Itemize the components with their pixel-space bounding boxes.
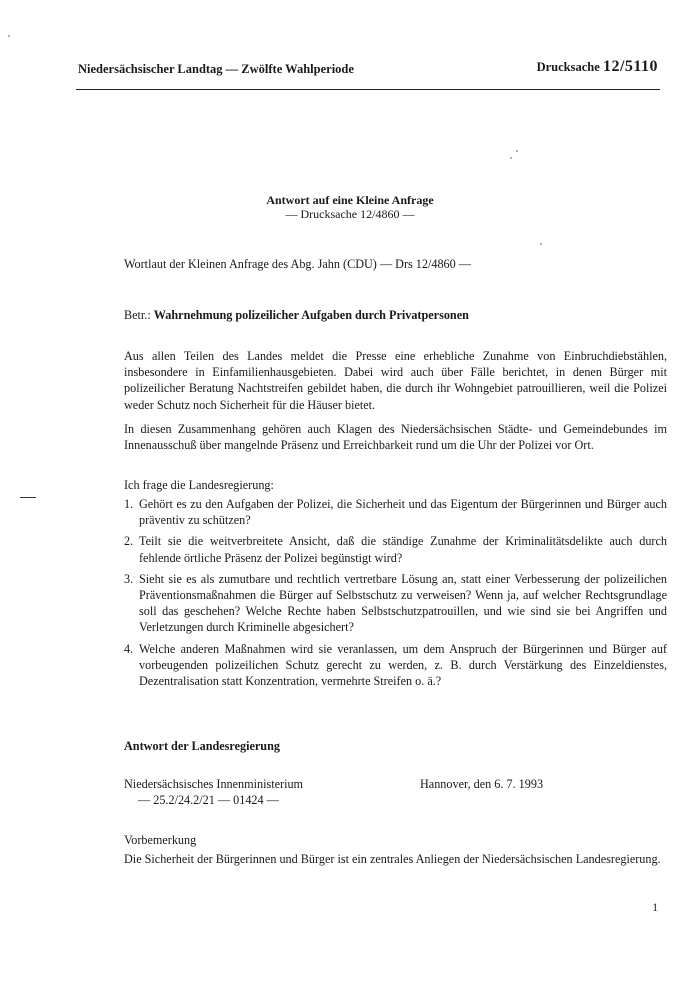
subject-line — [124, 307, 667, 323]
closing-paragraph: Die Sicherheit der Bürgerinnen und Bürger ist ein zentrales Anliegen der Niedersächsischen Landesregierung. — [124, 852, 661, 866]
question-item — [124, 571, 667, 636]
question-item — [124, 496, 667, 528]
header-drucksache — [537, 58, 658, 76]
answer-heading: Antwort der Landesregierung — [124, 739, 280, 753]
subject-text: Wahrnehmung polizeilicher Aufgaben durch Privatpersonen — [153, 308, 469, 322]
scan-speck — [516, 150, 518, 152]
drucksache-number: 12/5110 — [602, 58, 658, 75]
question-number: 3. — [124, 571, 134, 586]
question-number: 1. — [124, 497, 134, 511]
question-number: 2. — [124, 534, 134, 549]
document-subtitle: — Drucksache 12/4860 — — [285, 207, 415, 221]
page-number: 1 — [652, 902, 658, 914]
document-title: Antwort auf eine Kleine Anfrage — [266, 193, 434, 207]
header-rule — [76, 89, 660, 90]
intro-paragraph: Aus allen Teilen des Landes meldet die Presse eine erhebliche Zunahme von Einbruchdiebstählen, insbesondere in Einfamilienhausgebieten. Dabei wird auch über Fälle berichtet, in denen Bürger mit polizeilicher Beratung Nachtstreifen gebildet haben, die durch ihr Wohngebiet patrouillieren, weil die Polizei weder Schutz noch Sicherheit für die Häuser bietet. — [124, 349, 667, 412]
question-intro: Ich frage die Landesregierung: — [124, 478, 274, 492]
wortlaut-line: Wortlaut der Kleinen Anfrage des Abg. Jahn (CDU) — Drs 12/4860 — — [124, 257, 471, 271]
question-text: Gehört es zu den Aufgaben der Polizei, die Sicherheit und das Eigentum der Bürgerinnen und Bürger auch präventiv zu schützen? — [139, 497, 667, 528]
margin-mark — [20, 497, 36, 498]
vorbemerkung-heading: Vorbemerkung — [124, 833, 197, 847]
question-item — [124, 533, 667, 565]
question-text: Welche anderen Maßnahmen wird sie veranlassen, um dem Anspruch der Bürgerinnen und Bürger auf vorbeugenden polizeilichen Schutz gerecht zu werden, z. B. durch Verstärkung des Einzeldienstes, Dezentralisation statt Konzentration, vermehrte Streifen o. ä.? — [139, 641, 667, 689]
scan-speck — [540, 243, 542, 245]
ministry-name: Niedersächsisches Innenministerium — [124, 777, 304, 791]
drucksache-label: Drucksache — [536, 60, 600, 74]
header-parliament: Niedersächsischer Landtag — Zwölfte Wahlperiode — [78, 62, 354, 76]
context-paragraph: In diesen Zusammenhang gehören auch Klagen des Niedersächsischen Städte- und Gemeindebundes im Innenausschuß über mangelnde Präsenz und Erreichbarkeit rund um die Uhr der Polizei vor Ort. — [124, 422, 667, 453]
place-date: Hannover, den 6. 7. 1993 — [420, 777, 544, 791]
question-item — [124, 641, 667, 690]
subject-prefix: Betr.: — [124, 308, 151, 322]
question-text: Teilt sie die weitverbreitete Ansicht, daß die ständige Zunahme der Kriminalitätsdelikte auch durch fehlende örtliche Präsenz der Polizei begünstigt wird? — [139, 534, 667, 565]
question-list — [124, 496, 667, 694]
scan-speck — [510, 157, 512, 159]
scan-speck — [8, 35, 10, 37]
question-number: 4. — [124, 641, 134, 656]
question-text: Sieht sie es als zumutbare und rechtlich vertretbare Lösung an, statt einer Verbesserung der polizeilichen Präventionsmaßnahmen die Bürger auf Selbstschutz zu verweisen? Wenn ja, auf welcher Rechtsgrundlage soll das geschehen? Welche Rechte haben Selbstschutzpatrouillen, und wie sind sie bei Angriffen und Verletzungen durch Kriminelle abgesichert? — [139, 571, 667, 635]
ministry-reference: — 25.2/24.2/21 — 01424 — — [138, 793, 279, 807]
